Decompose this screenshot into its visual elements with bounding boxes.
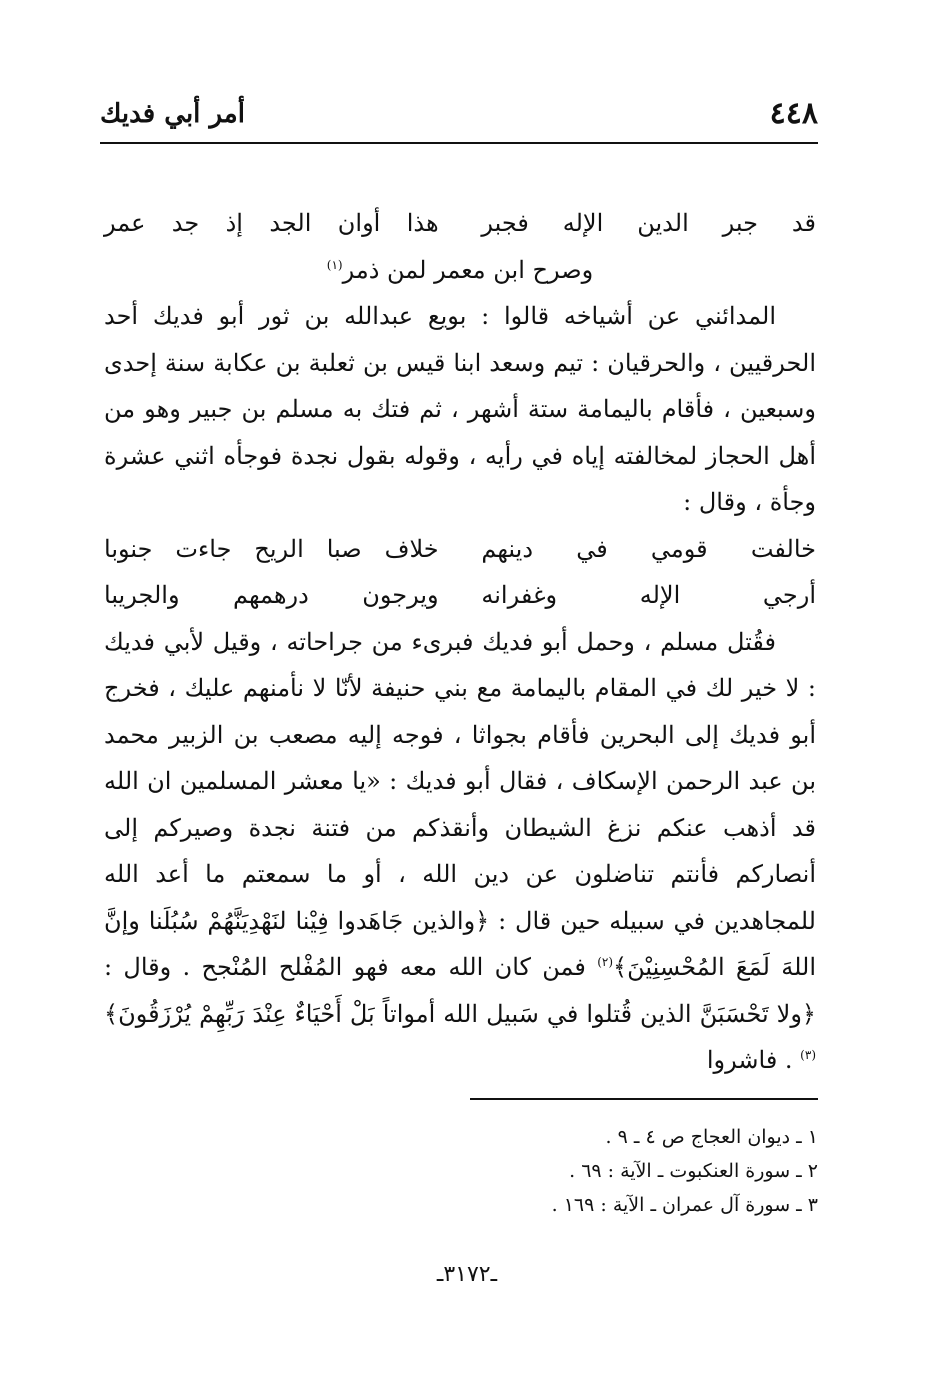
footnote-2: ٢ ـ سورة العنكبوت ـ الآية : ٦٩ .	[569, 1160, 818, 1182]
paragraph-2	[104, 619, 816, 1084]
paragraph-2-part-c: . فاشروا	[706, 1046, 801, 1074]
verse-1-line-2	[104, 247, 816, 294]
verse-2-line-1-left: خلاف صبا الريح جاءت جنوبا	[104, 534, 439, 563]
page-header	[100, 92, 818, 138]
main-text	[104, 200, 816, 1084]
page-number: ٤٤٨	[769, 96, 818, 131]
running-title: أمر أبي فديك	[100, 99, 245, 129]
verse-2-line-2-right: أرجي الإله وغفرانه	[481, 581, 816, 609]
verse-1-line-1	[104, 200, 816, 247]
verse-2-line-1	[104, 526, 816, 573]
footnote-3: ٣ ـ سورة آل عمران ـ الآية : ١٦٩ .	[551, 1194, 818, 1216]
footnote-ref-1: (١)	[326, 257, 343, 272]
footnote-rule	[470, 1098, 818, 1100]
footnotes	[380, 1120, 818, 1222]
verse-2-line-1-right: خالفت قومي في دينهم	[481, 534, 816, 563]
header-rule	[100, 142, 818, 144]
verse-1-line-2-text: وصرح ابن معمر لمن ذمر	[342, 255, 594, 284]
footnote-1: ١ ـ ديوان العجاج ص ٤ ـ ٩ .	[605, 1126, 818, 1148]
paragraph-2-part-a: فقُتل مسلم ، وحمل أبو فديك فبرىء من جراحاته ، وقيل لأبي فديك : لا خير لك في المقام باليمامة مع بني حنيفة لأنّا لا نأمنهم عليك ، فخرج أبو فديك إلى البحرين فأقام بجواثا ، فوجه إليه مصعب بن الزبير محمد بن عبد الرحمن الإسكاف ، فقال أبو فديك : «يا معشر المسلمين ان الله قد أذهب عنكم نزغ الشيطان وأنقذكم من فتنة نجدة وصيركم إلى أنصاركم فأنتم تناضلون عن دين الله ، أو ما سمعتم ما أعد الله للمجاهدين في سبيله حين قال : ﴿والذين جَاهَدوا فِيْنا لنَهْدِيَنَّهُمْ سُبُلَنا وإنَّ اللهَ لَمَعَ المُحْسِنِيْنَ﴾	[104, 627, 816, 981]
footnote-ref-3: (٣)	[800, 1048, 816, 1062]
verse-1-hemistich-left: هذا أوان الجد إذ جد عمر	[104, 209, 439, 237]
folio-number: ـ٣١٧٢ـ	[436, 1262, 498, 1287]
paragraph-2-part-b: فمن كان الله معه فهو المُفْلح المُنْجح . وقال : ﴿ولا تَحْسَبَنَّ الذين قُتلوا في سَبيل الله أمواتاً بَلْ أَحْيَاءٌ عِنْدَ رَبِّهِمْ يُرْزَقُونَ﴾	[104, 953, 816, 1028]
footnote-ref-2: (٢)	[597, 955, 614, 969]
verse-2-line-2	[104, 572, 816, 619]
verse-2-line-2-left: ويرجون درهمهم والجريبا	[104, 581, 439, 609]
verse-1-hemistich-right: قد جبر الدين الإله فجبر	[481, 209, 816, 237]
paragraph-1: المدائني عن أشياخه قالوا : بويع عبدالله بن ثور أبو فديك أحد الحرقيين ، والحرقيان : تيم وسعد ابنا قيس بن ثعلبة بن عكابة سنة إحدى وسبعين ، فأقام باليمامة ستة أشهر ، ثم فتك به مسلم بن جبير وهو من أهل الحجاز لمخالفته إياه في رأيه ، وقوله بقول نجدة فوجأه اثني عشرة وجأة ، وقال :	[104, 302, 816, 516]
